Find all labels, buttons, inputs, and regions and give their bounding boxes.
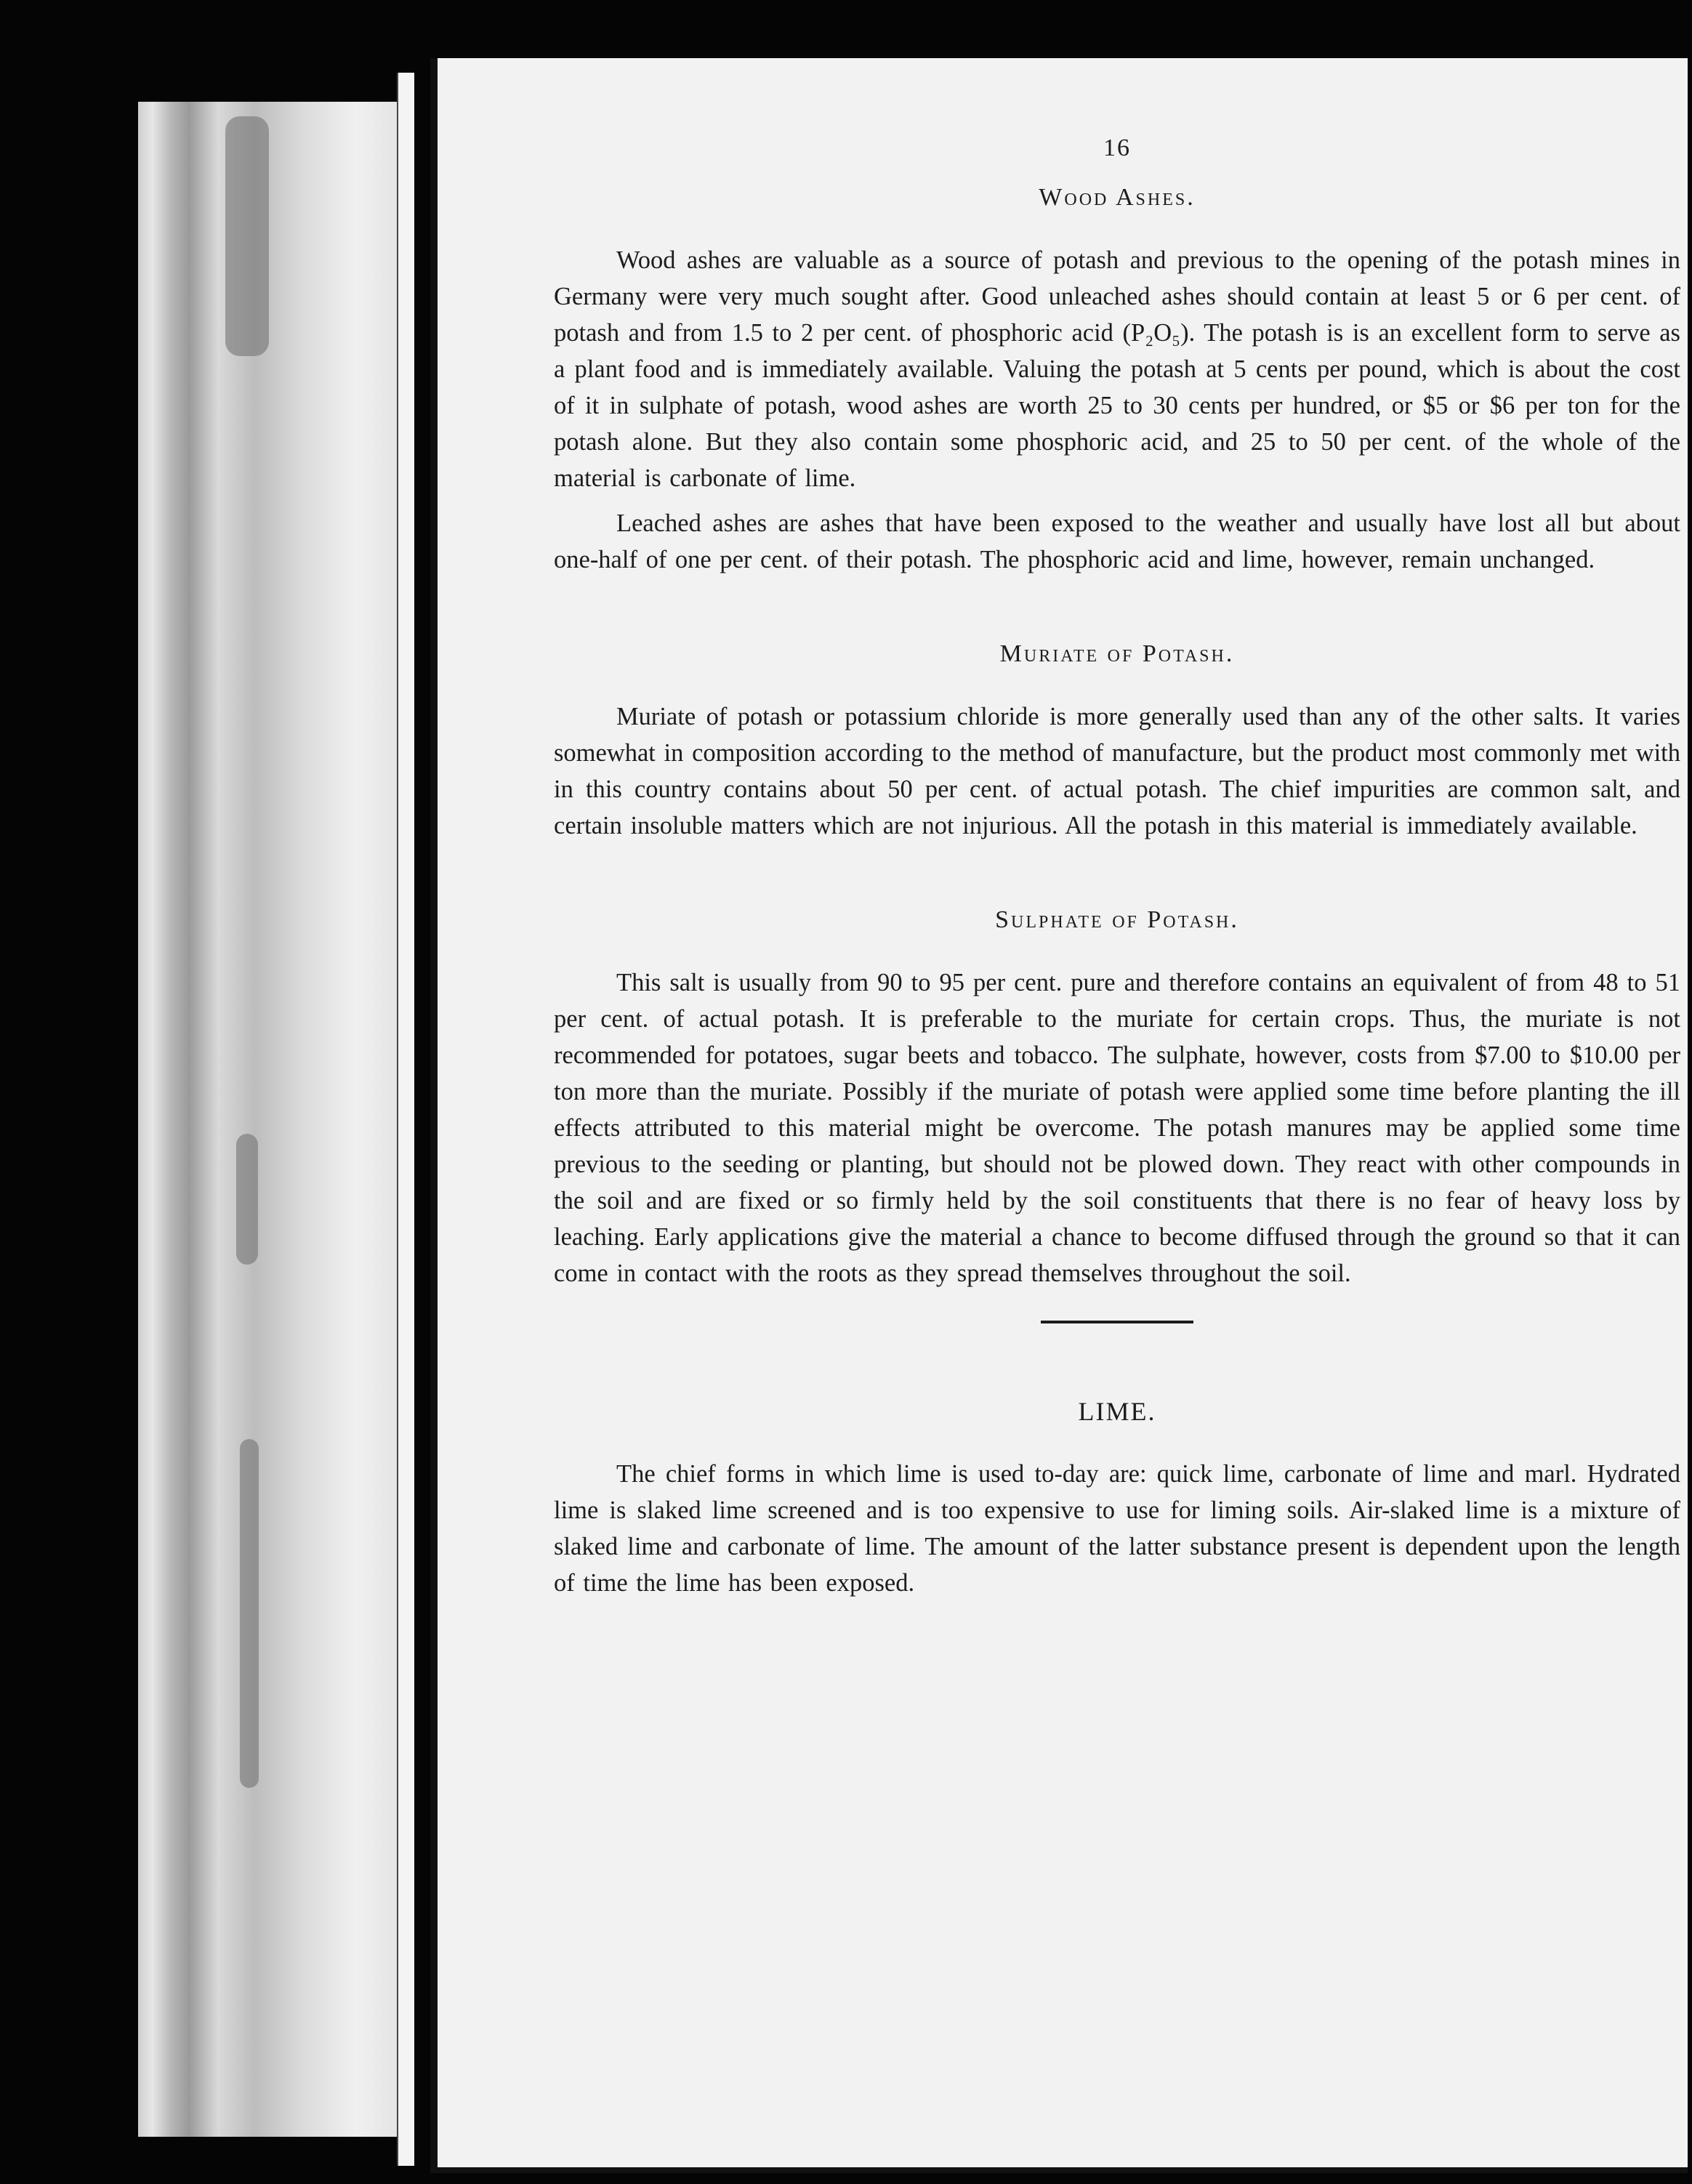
paragraph: Wood ashes are valuable as a source of potash and previous to the opening of the potash mines in Germany were very much sought after. Good unleached ashes should contain at least 5 or 6 per cent. of potash and from 1.5 to 2 per cent. of phosphoric acid (P₂O₅). The potash is is an excellent form to serve as a plant food and is immediately available. Valuing the potash at 5 cents per pound, which is about the cost of it in sulphate of potash, wood ashes are worth 25 to 30 cents per hundred, or $5 or $6 per ton for the potash alone. But they also contain some phosphoric acid, and 25 to 50 per cent. of the whole of the material is carbonate of lime. — [554, 246, 1680, 492]
scan-shadow-streak — [236, 1134, 258, 1265]
paragraph: Leached ashes are ashes that have been exposed to the weather and usually have lost all but about one-half of one per cent. of their potash. The phosphoric acid and lime, however, remain unchanged. — [554, 509, 1680, 573]
book-binding-edge — [138, 102, 414, 2137]
section-wood-ashes — [554, 184, 1680, 578]
section-divider — [1041, 1321, 1193, 1323]
paragraph: This salt is usually from 90 to 95 per cent. pure and therefore contains an equivalent of from 48 to 51 per cent. of actual potash. It is preferable to the muriate for certain crops. Thus, the muriate is not recommended for potatoes, sugar beets and tobacco. The sulphate, however, costs from $7.00 to $10.00 per ton more than the muriate. Possibly if the muriate of potash were applied some time before planting the ill effects attributed to this material might be overcome. The potash manures may be applied some time previous to the seeding or planting, but should not be plowed down. They react with other compounds in the soil and are fixed or so firmly held by the soil constituents that there is no fear of heavy loss by leaching. Early applications give the material a chance to become diffused through the ground so that it can come in contact with the roots as they spread themselves throughout the soil. — [554, 969, 1680, 1287]
scan-shadow-streak — [240, 1439, 259, 1788]
paragraph: Muriate of potash or potassium chloride is more generally used than any of the other salts. It varies somewhat in composition according to the method of manufacture, but the product most commonly met with in this country contains about 50 per cent. of actual potash. The chief impurities are common salt, and certain insoluble matters which are not injurious. All the potash in this material is immediately available. — [554, 703, 1680, 839]
section-muriate-of-potash — [554, 640, 1680, 844]
chapter-heading: LIME. — [1078, 1397, 1156, 1426]
section-sulphate-of-potash — [554, 906, 1680, 1292]
section-heading: Muriate of Potash. — [999, 640, 1235, 667]
page-number: 16 — [1103, 134, 1131, 161]
scanned-page — [430, 58, 1688, 2173]
section-lime — [554, 1396, 1680, 1601]
page-content — [554, 134, 1680, 1664]
page-inner-edge — [397, 73, 414, 2166]
section-heading: Sulphate of Potash. — [995, 906, 1239, 933]
section-heading: Wood Ashes. — [1039, 184, 1196, 211]
paragraph: The chief forms in which lime is used to-day are: quick lime, carbonate of lime and marl. Hydrated lime is slaked lime screened and is too expensive to use for liming soils. Air-slaked lime is a mixture of slaked lime and carbonate of lime. The amount of the latter substance present is dependent upon the length of time the lime has been exposed. — [554, 1460, 1680, 1597]
scan-shadow-streak — [225, 116, 269, 356]
